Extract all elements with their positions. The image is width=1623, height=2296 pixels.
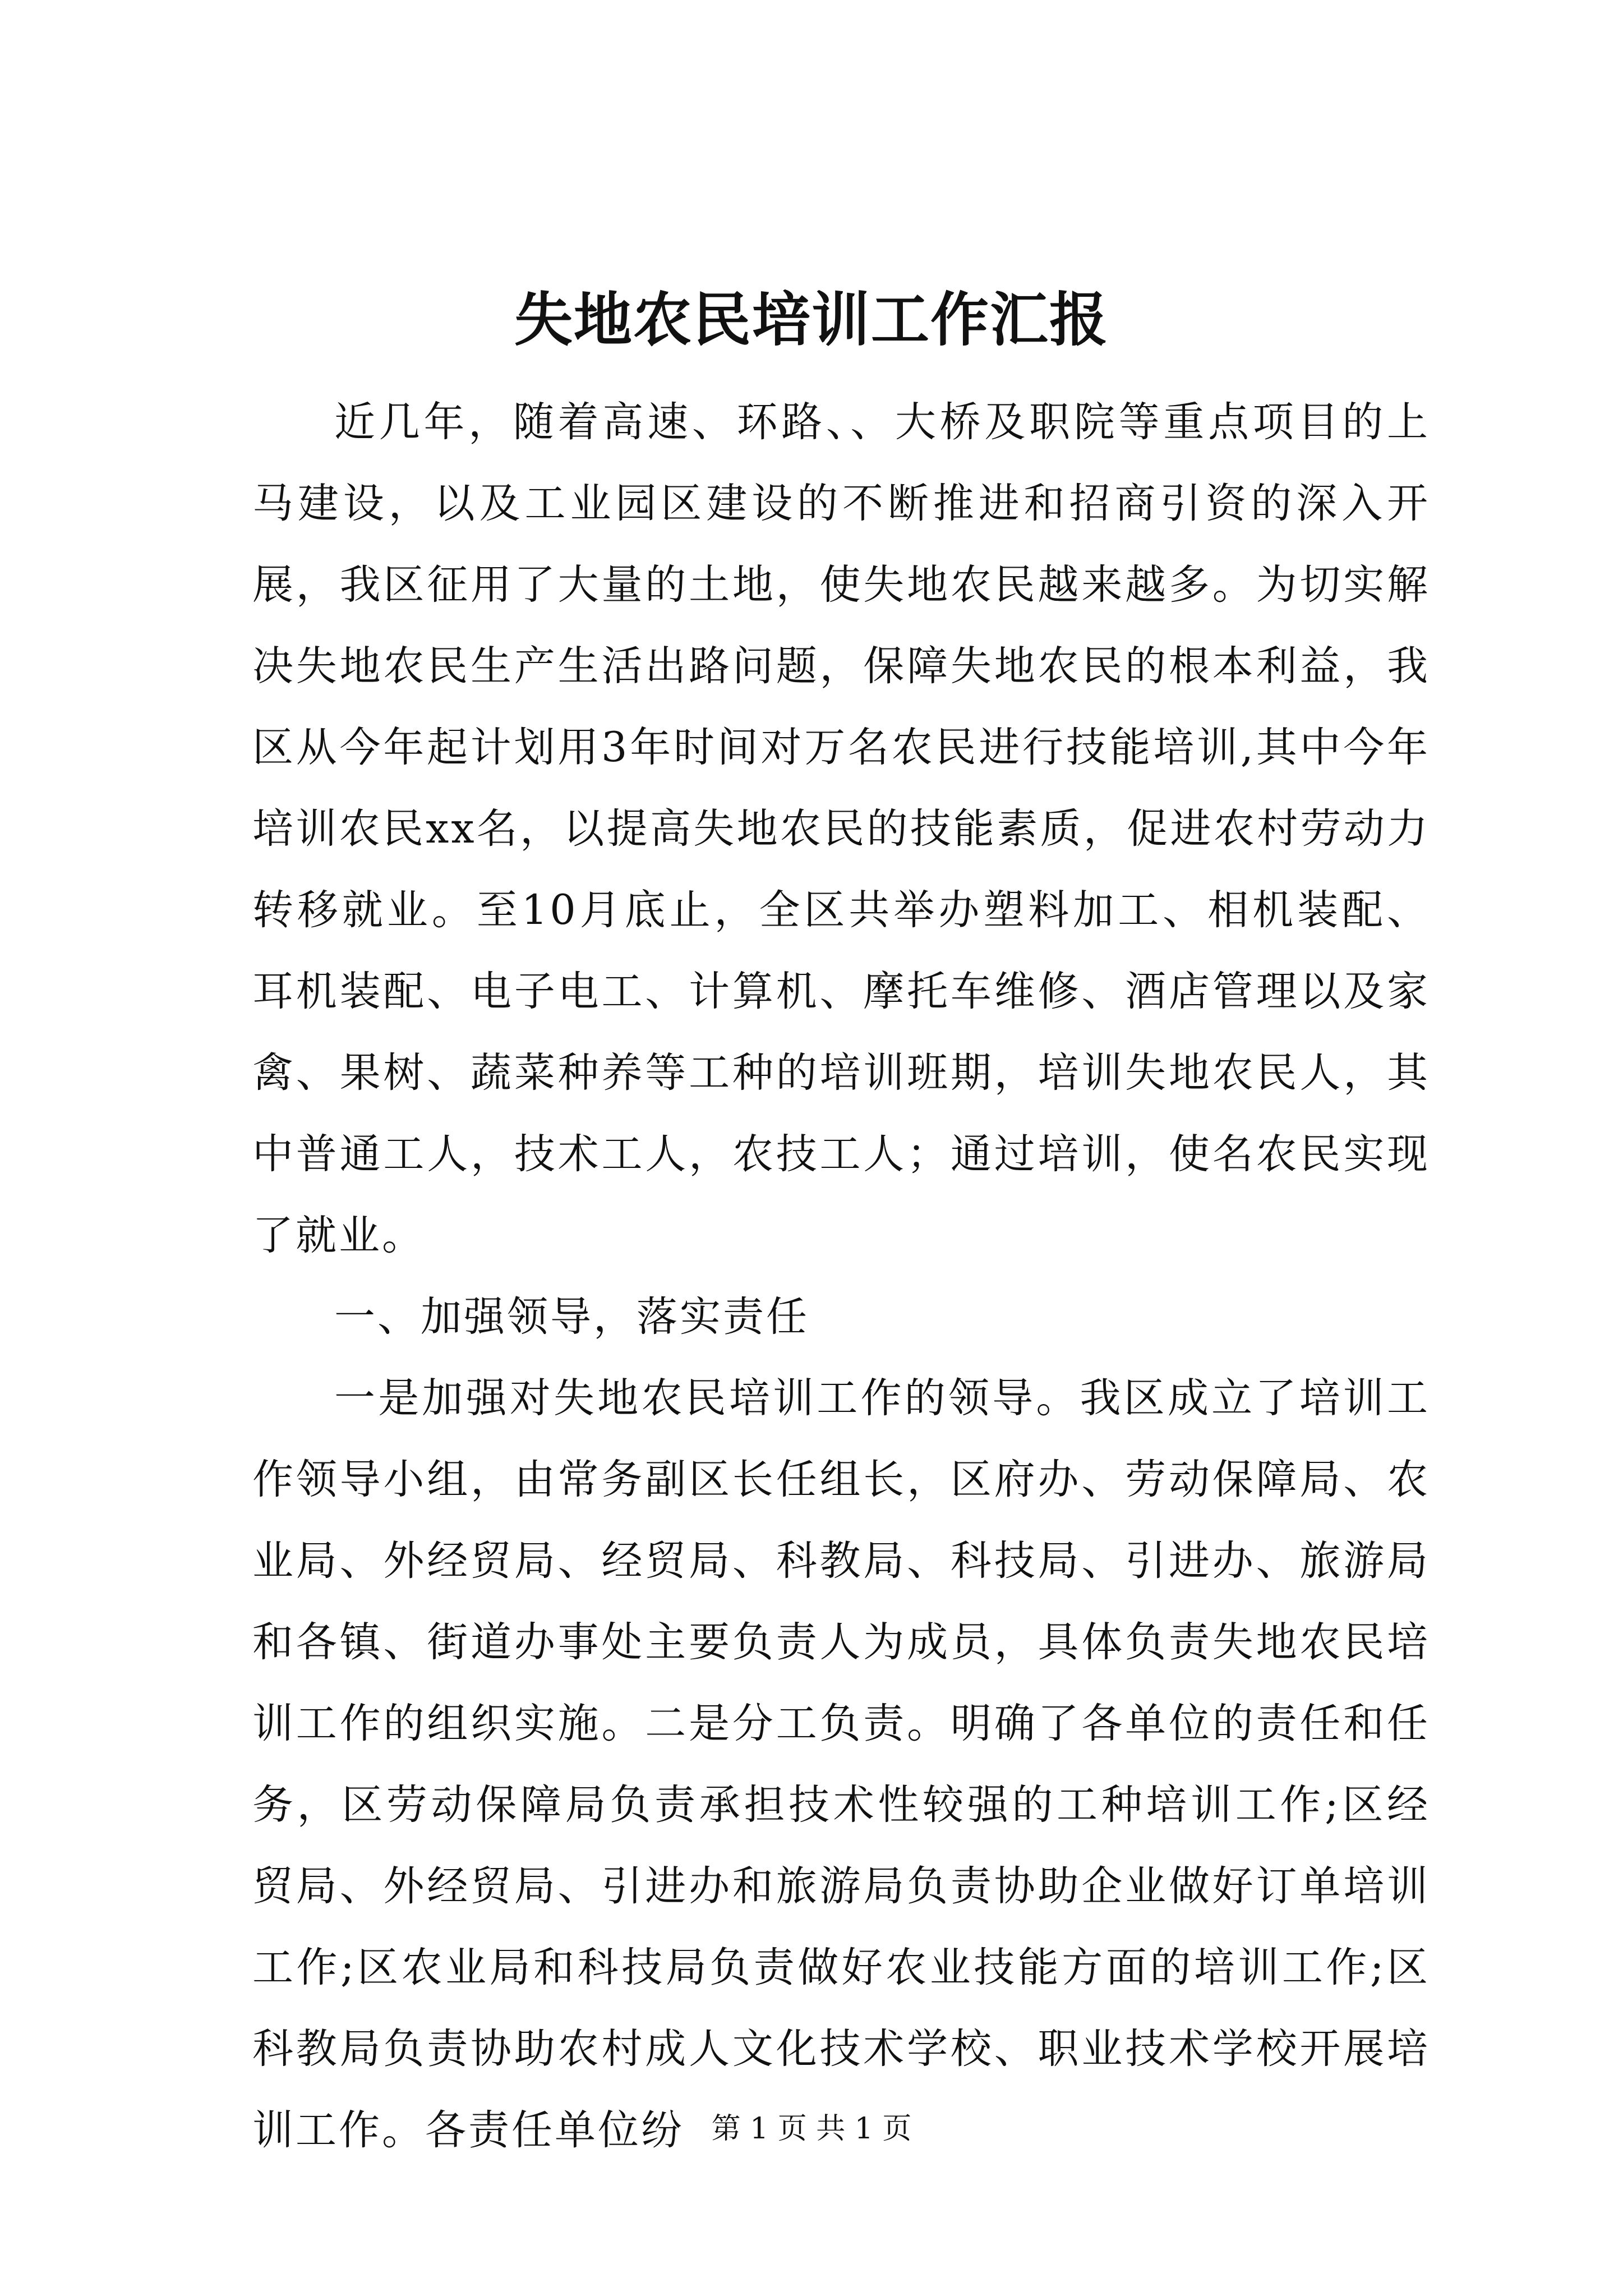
page-footer: 第 1 页 共 1 页 xyxy=(711,2112,912,2146)
intro-paragraph: 近几年，随着高速、环路、、大桥及职院等重点项目的上马建设，以及工业园区建设的不断推进和招商引资的深入开展，我区征用了大量的土地，使失地农民越来越多。为切实解决失地农民生产生活出路问题，保障失地农民的根本利益，我区从今年起计划用3年时间对万名农民进行技能培训,其中今年培训农民xx名，以提高失地农民的技能素质，促进农村劳动力转移就业。至10月底止，全区共举办塑料加工、相机装配、耳机装配、电子电工、计算机、摩托车维修、酒店管理以及家禽、果树、蔬菜种养等工种的培训班期，培训失地农民人，其中普通工人，技术工人，农技工人；通过培训，使名农民实现了就业。 xyxy=(252,398,1430,1259)
section-paragraph: 一是加强对失地农民培训工作的领导。我区成立了培训工作领导小组，由常务副区长任组长，区府办、劳动保障局、农业局、外经贸局、经贸局、科教局、科技局、引进办、旅游局和各镇、街道办事处主要负责人为成员，具体负责失地农民培训工作的组织实施。二是分工负责。明确了各单位的责任和任务，区劳动保障局负责承担技术性较强的工种培训工作;区经贸局、外经贸局、引进办和旅游局负责协助企业做好订单培训工作;区农业局和科技局负责做好农业技能方面的培训工作;区科教局负责协助农村成人文化技术学校、职业技术学校开展培训工作。各责任单位纷 xyxy=(252,1374,1430,2154)
document-title: 失地农民培训工作汇报 xyxy=(514,285,1109,354)
document-body xyxy=(252,381,1430,2171)
section-heading: 一、加强领导，落实责任 xyxy=(334,1293,809,1341)
